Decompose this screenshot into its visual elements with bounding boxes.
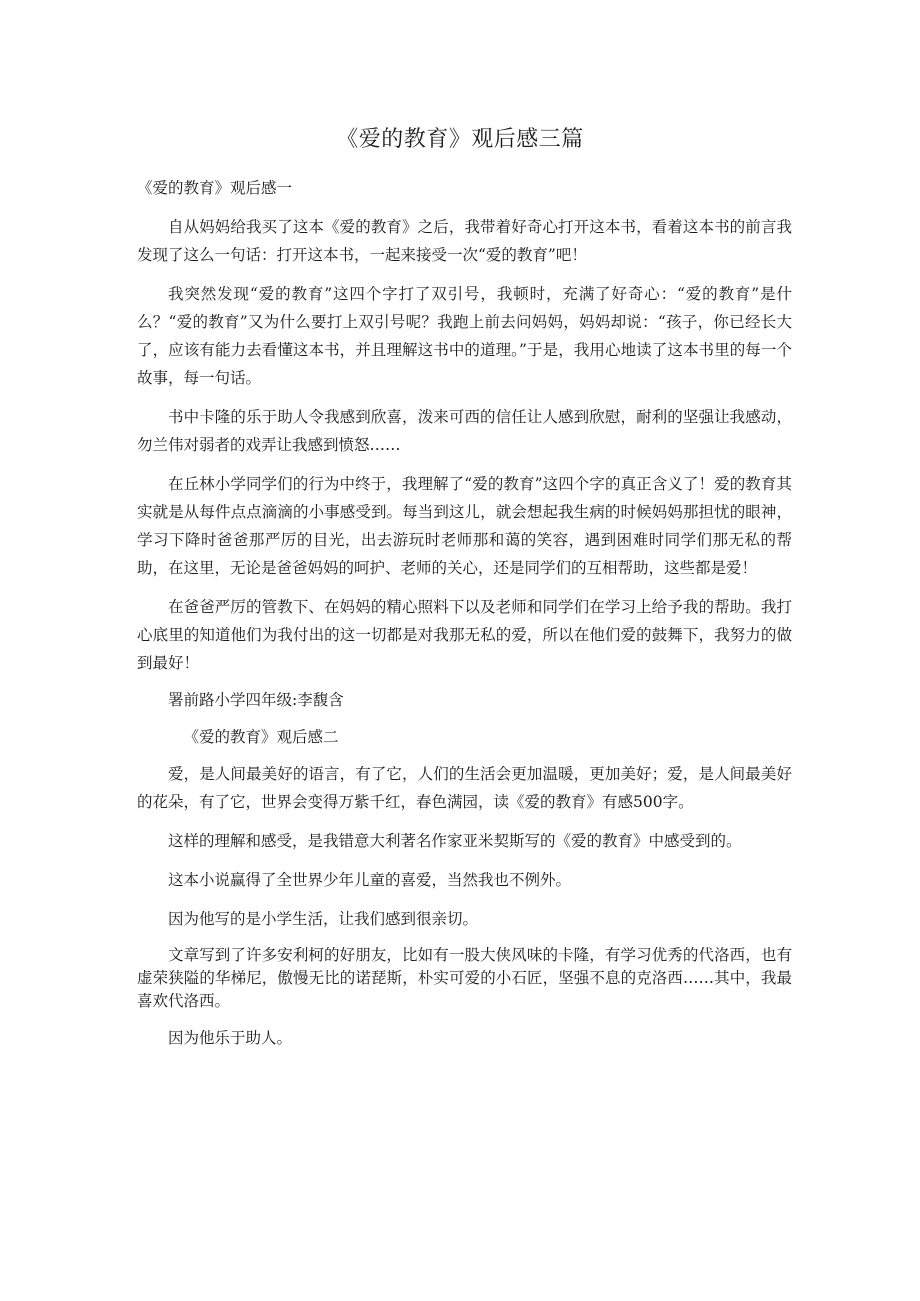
document-title: 《爱的教育》观后感三篇: [336, 127, 584, 152]
paragraph: 因为他写的是小学生活，让我们感到很亲切。: [168, 910, 479, 928]
paragraph: 这本小说赢得了全世界少年儿童的喜爱，当然我也不例外。: [168, 871, 572, 889]
section-heading-1: 《爱的教育》观后感一: [137, 179, 293, 197]
section-heading-2: 《爱的教育》观后感二: [183, 728, 339, 746]
document-body: [137, 174, 792, 1052]
paragraph: 爱，是人间最美好的语言，有了它，人们的生活会更加温暖，更加美好；爱，是人间最美好的花朵，有了它，世界会变得万紫千红，春色满园，读《爱的教育》有感500字。: [137, 765, 792, 811]
paragraph: 书中卡隆的乐于助人令我感到欣喜，泼来可西的信任让人感到欣慰，耐利的坚强让我感动，勿兰伟对弱者的戏弄让我感到愤怒……: [137, 408, 792, 454]
paragraph: 在爸爸严厉的管教下、在妈妈的精心照料下以及老师和同学们在学习上给予我的帮助。我打心底里的知道他们为我付出的这一切都是对我那无私的爱，所以在他们爱的鼓舞下，我努力的做到最好！: [137, 598, 792, 672]
paragraph: 文章写到了许多安利柯的好朋友，比如有一股大侠风味的卡隆，有学习优秀的代洛西，也有虚荣狭隘的华梯尼，傲慢无比的诺琵斯，朴实可爱的小石匠，坚强不息的克洛西……其中，我最喜欢代洛西。: [137, 946, 792, 1010]
paragraph: 因为他乐于助人。: [168, 1029, 293, 1047]
paragraph: 在丘林小学同学们的行为中终于，我理解了“爱的教育”这四个字的真正含义了！爱的教育其实就是从每件点点滴滴的小事感受到。每当到这儿，就会想起我生病的时候妈妈那担忧的眼神，学习下降时爸爸那严厉的目光，出去游玩时老师那和蔼的笑容，遇到困难时同学们那无私的帮助，在这里，无论是爸爸妈妈的呵护、老师的关心，还是同学们的互相帮助，这些都是爱！: [137, 475, 792, 577]
paragraph: 自从妈妈给我买了这本《爱的教育》之后，我带着好奇心打开这本书，看着这本书的前言我发现了这么一句话：打开这本书，一起来接受一次“爱的教育”吧！: [137, 218, 792, 264]
paragraph: 这样的理解和感受，是我错意大利著名作家亚米契斯写的《爱的教育》中感受到的。: [168, 832, 742, 850]
paragraph: 我突然发现“爱的教育”这四个字打了双引号，我顿时，充满了好奇心：“爱的教育”是什么？“爱的教育”又为什么要打上双引号呢？我跑上前去问妈妈，妈妈却说：“孩子，你已经长大了，应该有能力去看懂这本书，并且理解这书中的道理。”于是，我用心地读了这本书里的每一个故事，每一句话。: [137, 285, 792, 387]
author-signature: 署前路小学四年级:李馥含: [168, 691, 344, 709]
